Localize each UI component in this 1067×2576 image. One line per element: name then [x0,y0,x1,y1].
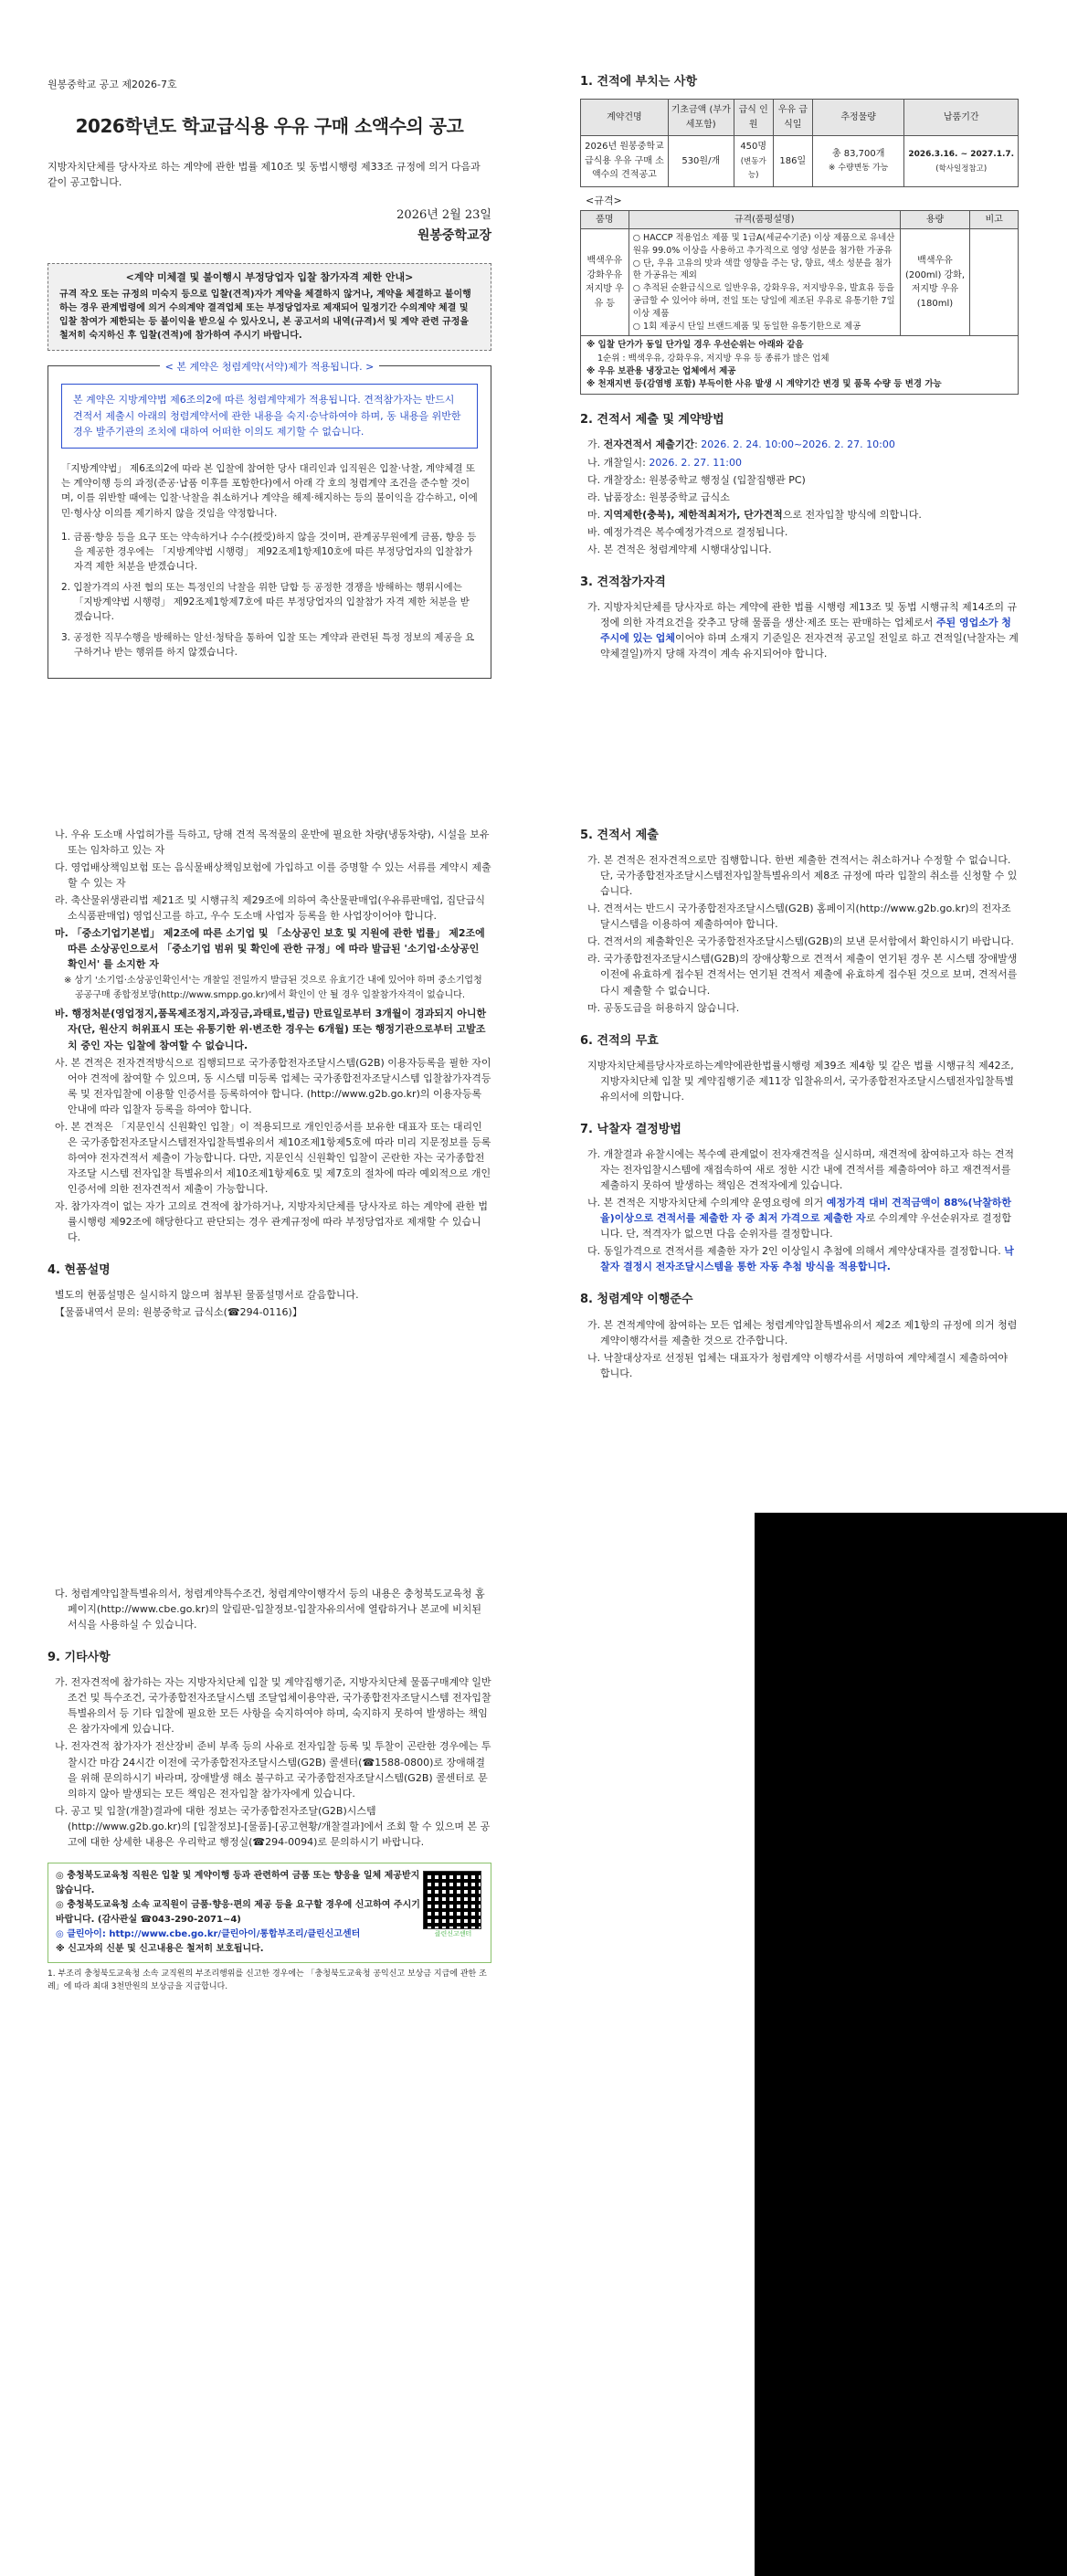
list-item: 나. 우유 도소매 사업허가를 득하고, 당해 견적 목적물의 운반에 필요한 차량(냉동차량), 시설을 보유 또는 임차하고 있는 자 [55,829,490,857]
section-1-title: 1. 견적에 부치는 사항 [580,75,698,89]
table-header: 급식 인원 [734,100,773,136]
list-item: ※ 상기 '소기업·소상공인확인서'는 개찰일 전일까지 발급된 것으로 유효기간 내에 있어야 하며 중소기업청 공공구매 종합정보망(http://www.smpp.go.kr)에서 확인이 안 될 경우 입찰참가자격이 없습니다. [64,976,482,1000]
delivery-period: 2026.3.16. ~ 2027.1.7. (학사일정참고) [904,136,1019,187]
page-title: 2026학년도 학교급식용 우유 구매 소액수의 공고 [75,115,464,138]
list-item: 다. 영업배상책임보험 또는 음식물배상책임보험에 가입하고 이를 증명할 수 있는 서류를 계약시 제출 할 수 있는 자 [55,861,491,890]
contract-table [580,99,1019,187]
list-item: 마. 지역제한(충북), 제한적최저가, 단가견적으로 전자입찰 방식에 의합니다. [587,508,922,521]
table-header: 우유 급식일 [773,100,812,136]
list-item: 다. 공고 및 입찰(개찰)결과에 대한 정보는 국가종합전자조달(G2B)시스템 (http://www.g2b.go.kr)의 [입찰정보]-[물품]-[공고현황/개찰결과]에서 조회 할 수 있으며 본 공고에 대한 상세한 내용은 우리학교 행정실(☎294-0094)로 문의하시기 바랍니다. [55,1804,491,1848]
list-item: 마. 공동도급을 허용하지 않습니다. [587,1001,740,1014]
section-2-title: 2. 견적서 제출 및 계약방법 [580,413,724,428]
anti-corruption-lines: ◎ 충청북도교육청 직원은 입찰 및 계약이행 등과 관련하여 금품 또는 향응을 일체 제공받지 않습니다. ◎ 충청북도교육청 소속 교직원이 금품·향응·편의 제공 등을 요구할 경우에 신고하여 주시기 바랍니다. (감사관실 ☎043-290-2071~4) ◎ 클린아이: http://www.cbe.go.kr/클린아이/통합부조리/클린신고센터 ※ 신고자의 신분 및 신고내용은 철저히 보호됩니다. [56,1870,420,1954]
section-8-title: 8. 청렴계약 이행준수 [580,1293,693,1307]
list-item: 다. 청렴계약입찰특별유의서, 청렴계약특수조건, 청렴계약이행각서 등의 내용은 충청북도교육청 홈페이지(http://www.cbe.go.kr)의 알림판-입찰정보-입찰자유의서에 열람하거나 본교에 비치된 서식을 사용하실 수 있습니다. [55,1588,485,1631]
spec-notes: ※ 입찰 단가가 동일 단가일 경우 우선순위는 아래와 같음 1순위 : 백색우유, 강화우유, 저지방 우유 등 종류가 많은 업체 ※ 우유 보관용 냉장고는 업체에서 제공 ※ 천재지변 등(감염병 포함) 부득이한 사유 발생 시 계약기간 변경 및 품목 수량 등 변경 가능 [580,336,1019,395]
section-9-title: 9. 기타사항 [48,1651,111,1665]
integrity-contract-box [48,361,491,679]
list-item: 나. 낙찰대상자로 선정된 업체는 대표자가 청렴계약 이행각서를 서명하여 계약체결시 제출하여야 합니다. [587,1351,1009,1379]
list-item: 2. 입찰가격의 사전 협의 또는 특정인의 낙찰을 위한 담합 등 공정한 경쟁을 방해하는 행위시에는 「지방계약법 시행령」 제92조제1항제7호에 따른 부정당업자의 입찰참가 자격 제한 처분을 받겠습니다. [61,581,470,623]
list-item: 바. 예정가격은 복수예정가격으로 결정됩니다. [587,525,788,538]
spec-table [580,210,1019,337]
list-item: 자. 참가자격이 없는 자가 고의로 견적에 참가하거나, 지방자치단체를 당사자로 하는 계약에 관한 법률시행령 제92조에 해당한다고 판단되는 경우 관계규정에 따라 부정당업자로 제재할 수 있습니다. [55,1199,488,1244]
page2-left-column [48,827,491,1322]
list-item: 가. 본 견적은 전자견적으로만 집행합니다. 한번 제출한 견적서는 취소하거나 수정할 수 없습니다. 단, 국가종합전자조달시스템전자입찰특별유의서 제8조 규정에 따라 입찰의 취소를 신청할 수 있습니다. [587,854,1018,898]
integrity-tag: < 본 계약은 청렴계약(서약)제가 적용됩니다. > [61,359,478,375]
list-item: 가. 전자견적에 참가하는 자는 지방자치단체 입찰 및 계약집행기준, 지방자치단체 물품구매계약 일반조건 및 특수조건, 국가종합전자조달시스템 조달업체이용약관, 국가종합전자조달시스템 전자입찰특별유의서 등 기타 입찰에 필요한 모든 사항을 숙지하여야 하며, 숙지하지 못하여 발생하는 책임은 참가자에게 있습니다. [55,1676,491,1736]
list-item: 다. 동일가격으로 견적서를 제출한 자가 2인 이상일시 추첨에 의해서 계약상대자를 결정합니다. 낙찰자 결정시 전자조달시스템을 통한 자동 추첨 방식을 적용합니다. [587,1245,1014,1273]
reward-footnote: 1. 부조리 충청북도교육청 소속 교직원의 부조리행위를 신고한 경우에는 「충청북도교육청 공익신고 보상금 지급에 관한 조례」에 따라 최대 3천만원의 보상금을 지급합니다. [48,1969,487,1991]
qualification-items [48,827,491,1245]
table-header: 기초금액 (부가세포함) [668,100,734,136]
list-item: 나. 전자견적 참가자가 전산장비 준비 부족 등의 사유로 전자입찰 등록 및 투찰이 곤란한 경우에는 투찰시간 마감 24시간 이전에 국가종합전자조달시스템(G2B) 콜센터(☎1588-0800)로 장애해결을 위해 문의하시기 바라며, 장애발생 해소 불구하고 국가종합전자조달시스템(G2B) 콜센터로 문의하지 않아 발생되는 모든 책임은 전자입찰 참가자에게 있습니다. [55,1740,491,1800]
integrity-list [61,530,478,660]
spec-description: ○ HACCP 적용업소 제품 및 1급A(세균수기준) 이상 제품으로 유네산 원유 99.0% 이상을 사용하고 추가적으로 영양 성분을 첨가한 가공유 ○ 단, 우유 고유의 맛과 색깔 영향을 주는 당, 향료, 색소 성분을 첨가한 가공유는 제외 ○ 추적된 순환급식으로 일반우유, 강화우유, 저지방우유, 발효유 등을 공급할 수 있어야 하며, 전일 또는 당일에 제조된 우유로 유통기한 7일 이상 제품 ○ 1회 제공시 단일 브랜드제품 및 동일한 유통기한으로 제공 [629,229,900,336]
intro-text: 지방자치단체를 당사자로 하는 계약에 관한 법률 제10조 및 동법시행령 제33조 규정에 의거 다음과 같이 공고합니다. [48,161,481,189]
list-item: 사. 본 견적은 청렴계약제 시행대상입니다. [587,543,772,555]
spec-label: <규격> [586,194,622,206]
spec-volume: 백색우유 (200ml) 강화,저지방 우유 (180ml) [900,229,970,336]
restriction-notice-box [48,263,491,351]
list-item: 라. 축산물위생관리법 제21조 및 시행규칙 제29조에 의하여 축산물판매업(우유류판매업, 집단급식소식품판매업) 영업신고를 하고, 우수 도소매 사업자 등록을 한 사업장이어야 합니다. [55,894,486,923]
restriction-notice-title: <계약 미체결 및 불이행시 부정당업자 입찰 참가자격 제한 안내> [125,270,414,283]
list-item: 라. 납품장소: 원봉중학교 급식소 [587,491,730,503]
restriction-notice-body: 규격 작오 또는 규정의 미숙지 등으로 입찰(견적)자가 계약을 체결하지 않거나, 계약을 체결하고 불이행하는 경우 관계법령에 의거 수의계약 결격업체 또는 부정당업자로 제재되어 일정기간 수의계약 체결 및 입찰 참여가 제한되는 등 불이익을 받으실 수 있사오니, 본 공고서의 내역(규격)서 및 계약 관련 규정을 철저히 숙지하신 후 입찰(견적)에 참가하여 주시기 바랍니다. [59,290,471,342]
table-row [581,136,1019,187]
section-3-text: 가. 지방자치단체를 당사자로 하는 계약에 관한 법률 시행령 제13조 및 동법 시행규칙 제14조의 규정에 의한 자격요건을 갖추고 당해 물품을 생산·제조 또는 판매하는 업체로서 주된 영업소가 청주시에 있는 업체이어야 하며 소재지 기준일은 전자견적 공고일 전일로 하고 견적일(낙찰자는 계약체결일)까지 당해 자격이 계속 유지되어야 합니다. [587,600,1019,660]
list-item: 가. 전자견적서 제출기간: 2026. 2. 24. 10:00~2026. 2. 27. 10:00 [587,438,895,451]
table-row [581,229,1019,336]
list-item: 나. 본 견적은 지방자치단체 수의계약 운영요령에 의거 예정가격 대비 견적금액이 88%(낙찰하한율)이상으로 견적서를 제출한 자 중 최저 가격으로 제출한 자로 수의계약 우선순위자로 결정합니다. 단, 적격자가 없으면 다음 순위자를 결정합니다. [587,1197,1011,1240]
estimated-qty: 총 83,700개 ※ 수량변동 가능 [812,136,904,187]
section-6-title: 6. 견적의 무효 [580,1033,659,1048]
section-2-items [580,437,1019,556]
notice-date: 2026년 2월 23일 [396,208,491,223]
spec-remark [970,229,1019,336]
issuer-name: 원봉중학교장 [417,228,491,244]
milk-days: 186일 [773,136,812,187]
integrity-blue-notice: 본 계약은 지방계약법 제6조의2에 따른 청렴계약제가 적용됩니다. 견적참가자는 반드시 견적서 제출시 아래의 청렴계약서에 관한 내용을 숙지·승낙하여야 하며, 동 내용을 위반한 경우 발주기관의 조치에 대하여 어떠한 이의도 제기할 수 없습니다. [61,384,478,449]
integrity-paragraph: 「지방계약법」 제6조의2에 따라 본 입찰에 참여한 당사 대리인과 임직원은 입찰·낙찰, 계약체결 또는 계약이행 등의 과정(준공·납품 이후를 포함한다)에서 아래 각 호의 청렴계약 조건을 준수할 것이며, 이를 위반할 때에는 입찰·낙찰을 취소하거나 계약을 해제·해지하는 등의 불이익을 감수하고, 이에 민·형사상 이의를 제기하지 않을 것임을 약정합니다. [61,462,478,519]
table-header: 규격(품평설명) [629,210,900,229]
list-item: 아. 본 견적은 「지문인식 신원확인 입찰」이 적용되므로 개인인증서를 보유한 대표자 또는 대리인은 국가종합전자조달시스템전자입찰특별유의서 제10조제1항제5호에 따라 미리 지문정보를 등록하여야 전자견적서 제출이 가능합니다. 다만, 지문인식 신원확인 입찰이 곤란한 자는 국가종합전자조달 시스템 전자입찰 특별유의서 제10조제1항제6호 및 제7호의 절차에 따라 예외적으로 개인인증서에 의한 전자견적서 제출이 가능합니다. [55,1120,491,1195]
page-2 [0,827,1067,1466]
spec-item: 백색우유 강화우유 저지방 우유 등 [581,229,629,336]
list-item: 가. 개찰결과 유찰시에는 복수예 관계없이 전자재견적을 실시하며, 재견적에 참여하고자 하는 견적자는 전자입찰시스템에 재접속하여 새로 정한 시간 내에 견적서를 제출하여야 하고 재견적서를 제출하지 못하여 발생하는 책임은 견적자에게 있습니다. [587,1148,1014,1192]
list-item: 가. 본 견적계약에 참여하는 모든 업체는 청렴계약입찰특별유의서 제2조 제1항의 규정에 의거 청렴계약이행각서를 제출한 것으로 간주합니다. [587,1318,1018,1346]
page2-right-column [580,827,1019,1383]
table-header: 품명 [581,210,629,229]
section-4-contact: 【물품내역서 문의: 원봉중학교 급식소(☎294-0116)】 [55,1306,302,1319]
section-6-text: 지방자치단체를당사자로하는계약에관한법률시행령 제39조 제4항 및 같은 법률 시행규칙 제42조, 지방자치단체 입찰 및 계약집행기준 제11장 입찰유의서, 국가종합전자조달시스템전자입찰특별유의서에 의합니다. [587,1059,1014,1103]
list-item: 사. 본 견적은 전자견적방식으로 집행되므로 국가종합전자조달시스템(G2B) 이용자등록을 필한 자이어야 견적에 참여할 수 있으며, 동 시스템 미등록 업체는 국가종합전자조달시스템 입찰참가자격등록 및 전자입찰에 이용할 인증서를 등록하여야 합니다. (http://www.g2b.go.kr)의 이용자등록 안내에 따라 입찰자 등록을 하여야 합니다. [55,1056,491,1115]
list-item: 나. 개찰일시: 2026. 2. 27. 11:00 [587,456,742,469]
section-7-title: 7. 낙찰자 결정방법 [580,1122,681,1136]
list-item: 1. 금품·향응 등을 요구 또는 약속하거나 수수(授受)하지 않을 것이며, 관계공무원에게 금품, 향응 등을 제공한 경우에는 「지방계약법 시행령」 제92조제1항제10호에 따른 부정당업자의 입찰참가자격 제한 처분을 받겠습니다. [61,531,477,573]
list-item: 다. 개찰장소: 원봉중학교 행정실 (입찰집행관 PC) [587,473,806,486]
page1-right-column [580,73,1019,663]
meal-people: 450명 (변동가능) [734,136,773,187]
section-5-title: 5. 견적서 제출 [580,829,659,842]
section-4-text: 별도의 현품설명은 실시하지 않으며 첨부된 물품설명서로 갈음합니다. [55,1289,359,1302]
page3-left-column [48,1586,491,1994]
table-header: 비고 [970,210,1019,229]
list-item: 나. 견적서는 반드시 국가종합전자조달시스템(G2B) 홈페이지(http://www.g2b.go.kr)의 전자조달시스템을 이용하여 제출하여야 합니다. [587,903,1011,931]
list-item: 다. 견적서의 제출확인은 국가종합전자조달시스템(G2B)의 보낸 문서함에서 확인하시기 바랍니다. [587,935,1014,948]
contract-name: 2026년 원봉중학교 급식용 우유 구매 소액수의 견적공고 [581,136,669,187]
page1-left-column [48,77,491,679]
section-4-title: 4. 현품설명 [48,1263,111,1278]
table-header: 계약건명 [581,100,669,136]
page-3 [0,1586,1067,2499]
qr-code-icon[interactable] [423,1871,481,1929]
list-item: 라. 국가종합전자조달시스템(G2B)의 장애상황으로 견적서 제출이 연기된 경우 본 시스템 장애발생 이전에 유효하게 접수된 견적서는 연기된 견적서 제출에 유효하게 접수된 것으로 보며, 견적서를 다시 제출할 수 없습니다. [587,953,1018,997]
base-price: 530원/개 [668,136,734,187]
anti-corruption-box [48,1863,491,1963]
table-header: 추정물량 [812,100,904,136]
list-item: 바. 행정처분(영업정지,품목제조정지,과징금,과태료,벌금) 만료일로부터 3개월이 경과되지 아니한 자(단, 원산지 허위표시 또는 유통기한 위·변조한 경우는 6개월) 또는 행정기관으로부터 고발조치 중인 자는 입찰에 참여할 수 없습니다. [55,1008,487,1051]
list-item: 마. 「중소기업기본법」 제2조에 따른 소기업 및 「소상공인 보호 및 지원에 관한 법률」 제2조에 따른 소상공인으로서 「중소기업 범위 및 확인에 관한 규정」에 따라 발급된 '소기업·소상공인 확인서' 를 소지한 자 [55,927,485,971]
table-header: 용량 [900,210,970,229]
table-header: 납품기간 [904,100,1019,136]
notice-number: 원봉중학교 공고 제2026-7호 [48,79,177,90]
page-1 [0,0,1067,731]
qr-caption: 클린신고센터 [434,1929,472,1937]
list-item: 3. 공정한 직무수행을 방해하는 알선·청탁을 통하여 입찰 또는 계약과 관련된 특정 정보의 제공을 요구하거나 받는 행위를 하지 않겠습니다. [61,631,475,658]
section-3-title: 3. 견적참가자격 [580,575,666,589]
